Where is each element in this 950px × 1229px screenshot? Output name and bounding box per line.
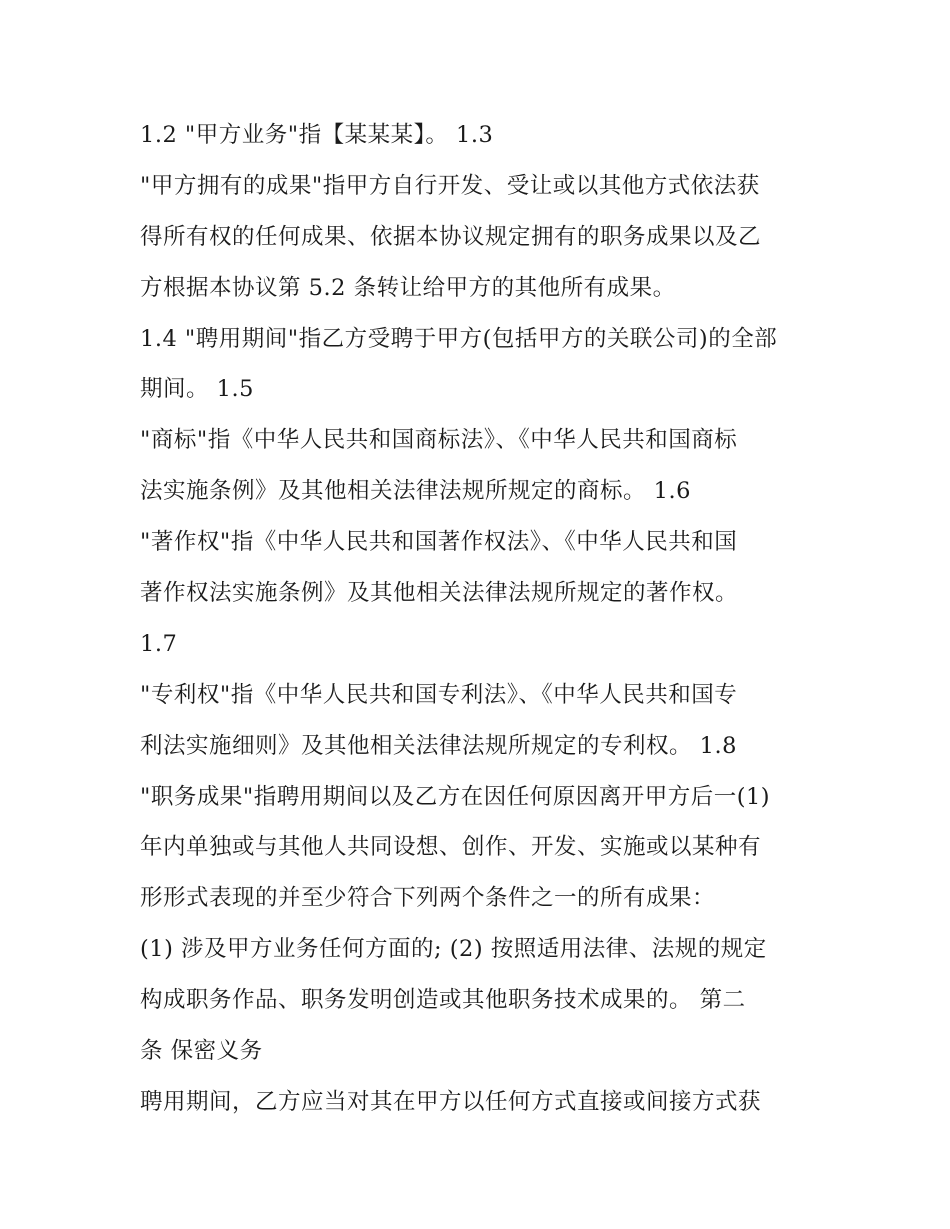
text-line-1: 1.2 "甲方业务"指【某某某】。 1.3 [140, 122, 494, 148]
text-line-19: 条 保密义务 [140, 1038, 263, 1065]
text-line-2: "甲方拥有的成果"指甲方自行开发、受让或以其他方式依法获 [140, 172, 760, 199]
text-line-15: 年内单独或与其他人共同设想、创作、开发、实施或以某种有 [140, 834, 762, 861]
document-body [140, 110, 820, 1128]
text-line-4: 方根据本协议第 5.2 条转让给甲方的其他所有成果。 [140, 274, 676, 301]
text-line-7: "商标"指《中华人民共和国商标法》、《中华人民共和国商标 [140, 427, 738, 454]
text-line-11: 1.7 [140, 630, 178, 657]
text-line-14: "职务成果"指聘用期间以及乙方在因任何原因离开甲方后一(1) [140, 783, 771, 810]
text-line-18: 构成职务作品、职务发明创造或其他职务技术成果的。 第二 [140, 987, 746, 1014]
text-line-10: 著作权法实施条例》及其他相关法律法规所规定的著作权。 [140, 580, 739, 607]
text-line-9: "著作权"指《中华人民共和国著作权法》、《中华人民共和国 [140, 529, 738, 556]
text-line-3: 得所有权的任何成果、依据本协议规定拥有的职务成果以及乙 [140, 223, 762, 250]
text-line-16: 形形式表现的并至少符合下列两个条件之一的所有成果： [140, 885, 716, 912]
text-line-13: 利法实施细则》及其他相关法律法规所规定的专利权。 1.8 [140, 732, 737, 759]
text-line-12: "专利权"指《中华人民共和国专利法》、《中华人民共和国专 [140, 681, 738, 708]
text-line-8: 法实施条例》及其他相关法律法规所规定的商标。 1.6 [140, 478, 691, 505]
text-line-20: 聘用期间，乙方应当对其在甲方以任何方式直接或间接方式获 [140, 1088, 762, 1115]
text-line-5: 1.4 "聘用期间"指乙方受聘于甲方(包括甲方的关联公司)的全部 [140, 325, 778, 352]
text-line-17: (1) 涉及甲方业务任何方面的; (2) 按照适用法律、法规的规定 [140, 936, 767, 963]
text-line-6: 期间。 1.5 [140, 376, 254, 403]
